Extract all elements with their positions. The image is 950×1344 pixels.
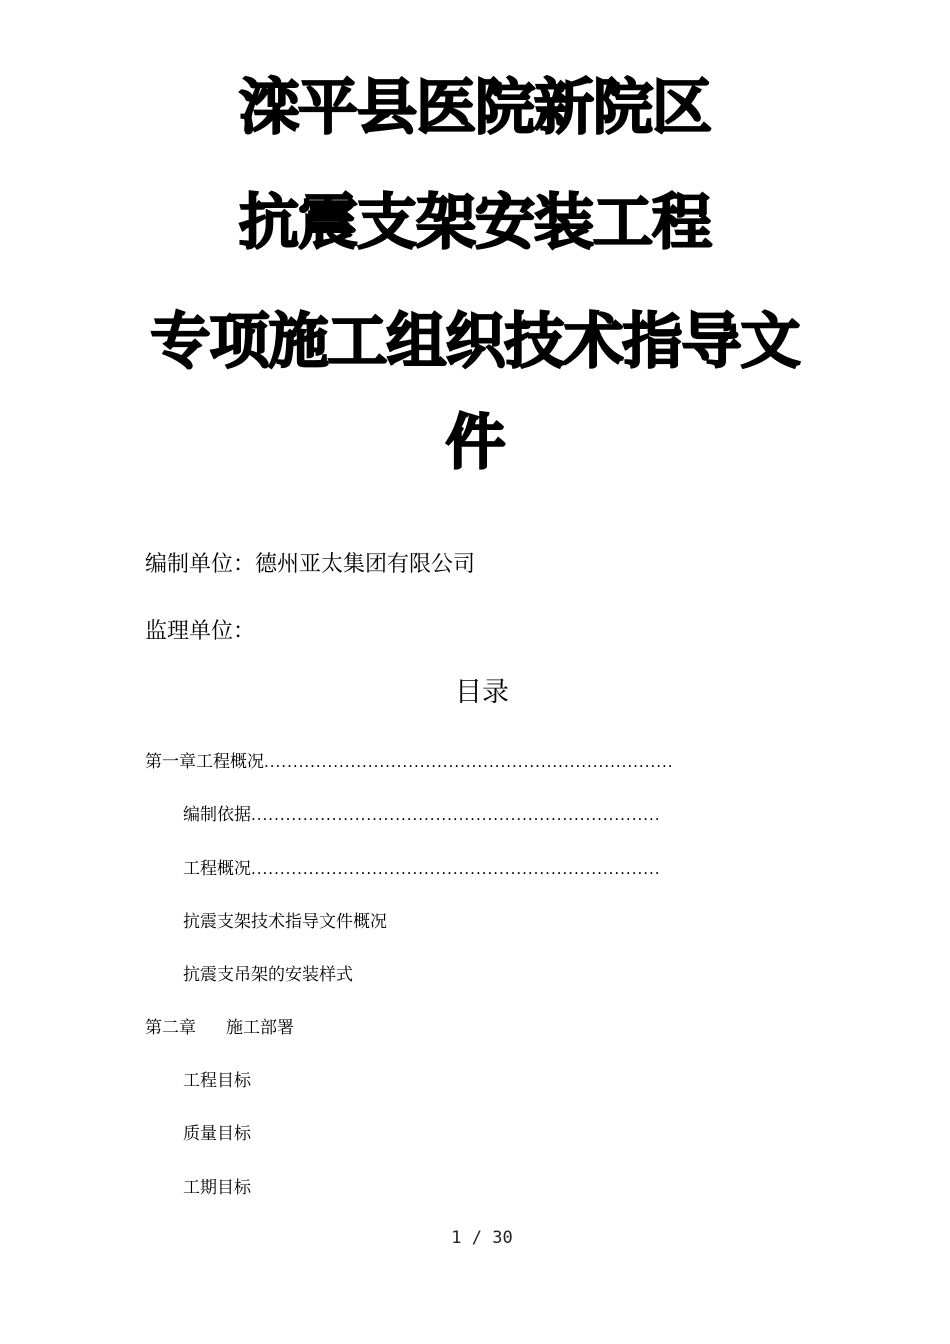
toc-item-label: 质量目标 — [183, 1124, 251, 1144]
toc-item-quality-goals[interactable] — [183, 1121, 801, 1147]
compiler-value: 德州亚太集团有限公司 — [255, 552, 476, 577]
toc-item-chapter-2[interactable] — [145, 1015, 801, 1041]
toc-item-label: 工期目标 — [183, 1178, 251, 1198]
toc-item-label: 工程概况 — [183, 859, 251, 879]
toc-leader-dots: ....................................................................... — [264, 753, 674, 771]
toc-item-chapter-1[interactable] — [145, 749, 801, 775]
toc-item-project-goals[interactable] — [183, 1068, 801, 1094]
document-title-line-3: 专项施工组织技术指导文 — [150, 307, 800, 377]
toc-item-installation-styles[interactable] — [183, 962, 801, 988]
toc-item-label: 编制依据 — [183, 805, 251, 825]
toc-item-label: 抗震支架技术指导文件概况 — [183, 912, 387, 932]
toc-item-bracing-overview[interactable] — [183, 909, 801, 935]
toc-heading: 目录 — [455, 677, 509, 708]
supervisor-info — [145, 617, 255, 647]
toc-item-overview[interactable] — [183, 856, 801, 882]
toc-leader-dots: ....................................................................... — [251, 860, 661, 878]
toc-item-label: 第一章工程概况 — [145, 752, 264, 772]
document-title-line-1: 滦平县医院新院区 — [239, 73, 711, 143]
supervisor-label: 监理单位： — [145, 619, 256, 644]
toc-item-label: 第二章 — [145, 1018, 196, 1038]
toc-item-label: 抗震支吊架的安装样式 — [183, 965, 353, 985]
compiler-label: 编制单位： — [145, 552, 256, 577]
toc-leader-dots: ....................................................................... — [251, 806, 661, 824]
toc-item-schedule-goals[interactable] — [183, 1175, 801, 1201]
compiler-info — [145, 550, 475, 580]
document-title-line-4: 件 — [445, 408, 505, 478]
toc-item-label: 工程目标 — [183, 1071, 251, 1091]
toc-item-basis[interactable] — [183, 802, 801, 828]
toc-item-label-secondary: 施工部署 — [226, 1018, 294, 1038]
document-title-line-2: 抗震支架安装工程 — [239, 188, 711, 258]
page-number-indicator: 1 / 30 — [451, 1228, 513, 1248]
